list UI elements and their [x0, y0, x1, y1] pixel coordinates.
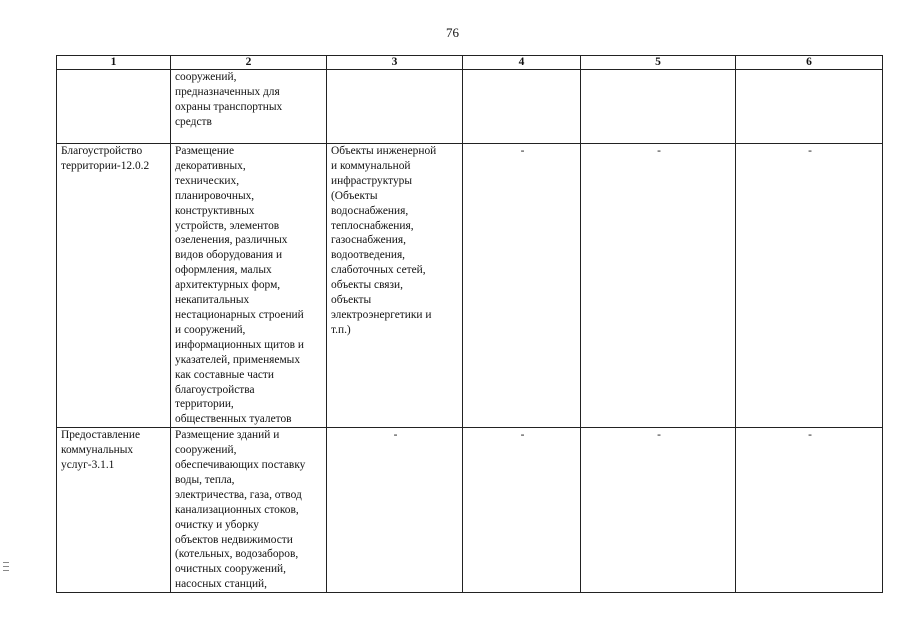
cell-dash: - [808, 429, 812, 442]
land-use-table [56, 55, 883, 593]
table-row [57, 70, 883, 144]
cell-col-5 [581, 70, 736, 144]
header-row [57, 56, 883, 70]
cell-col-4 [463, 70, 581, 144]
table-row [57, 428, 883, 593]
cell-col-4 [463, 144, 581, 428]
margin-mark [3, 566, 9, 567]
header-col-5: 5 [581, 56, 736, 70]
cell-text: Предоставление коммунальных услуг-3.1.1 [61, 429, 141, 472]
cell-text: Благоустройство территории-12.0.2 [61, 145, 150, 172]
cell-dash: - [808, 145, 812, 157]
cell-text: Размещение зданий и сооружений, обеспечивающих поставку воды, тепла, электричества, газа, отвод канализационных стоков, очистку и уборку объектов недвижимости (котельных, водозаборов, очистных сооружений, насосных станций, [175, 429, 306, 591]
cell-col-5 [581, 144, 736, 428]
cell-description [171, 428, 327, 593]
cell-use-name [57, 144, 171, 428]
header-col-3: 3 [327, 56, 463, 70]
cell-use-name [57, 70, 171, 144]
cell-dash: - [657, 145, 661, 157]
page-number: 76 [446, 25, 459, 40]
cell-description [171, 70, 327, 144]
cell-description [171, 144, 327, 428]
margin-mark [3, 562, 9, 563]
cell-dash: - [657, 429, 661, 442]
cell-auxiliary [327, 144, 463, 428]
header-col-1: 1 [57, 56, 171, 70]
header-col-2: 2 [171, 56, 327, 70]
cell-dash: - [393, 429, 398, 442]
cell-auxiliary [327, 428, 463, 593]
cell-col-6 [736, 428, 883, 593]
cell-text: Объекты инженерной и коммунальной инфраструктуры (Объекты водоснабжения, теплоснабжения, газоснабжения, водоотведения, слаботочных сетей, объекты связи, объекты электроэнергетики и т.п.) [331, 145, 437, 336]
cell-text: сооружений, предназначенных для охраны транспортных средств [175, 71, 283, 128]
header-col-6: 6 [736, 56, 883, 70]
cell-col-4 [463, 428, 581, 593]
cell-col-6 [736, 70, 883, 144]
cell-dash: - [520, 429, 525, 442]
header-col-4: 4 [463, 56, 581, 70]
cell-auxiliary [327, 70, 463, 144]
cell-col-6 [736, 144, 883, 428]
margin-mark [3, 570, 9, 571]
table-row [57, 144, 883, 428]
cell-dash: - [520, 145, 525, 157]
scan-margin-marks [3, 562, 9, 582]
cell-text: Размещение декоративных, технических, планировочных, конструктивных устройств, элементов озеленения, различных видов оборудования и оформления, малых архитектурных форм, некапитальных нестационарных строений и сооружений, информационных щитов и указателей, применяемых как составные части благоустройства территории, общественных туалетов [175, 145, 304, 426]
cell-use-name [57, 428, 171, 593]
cell-col-5 [581, 428, 736, 593]
